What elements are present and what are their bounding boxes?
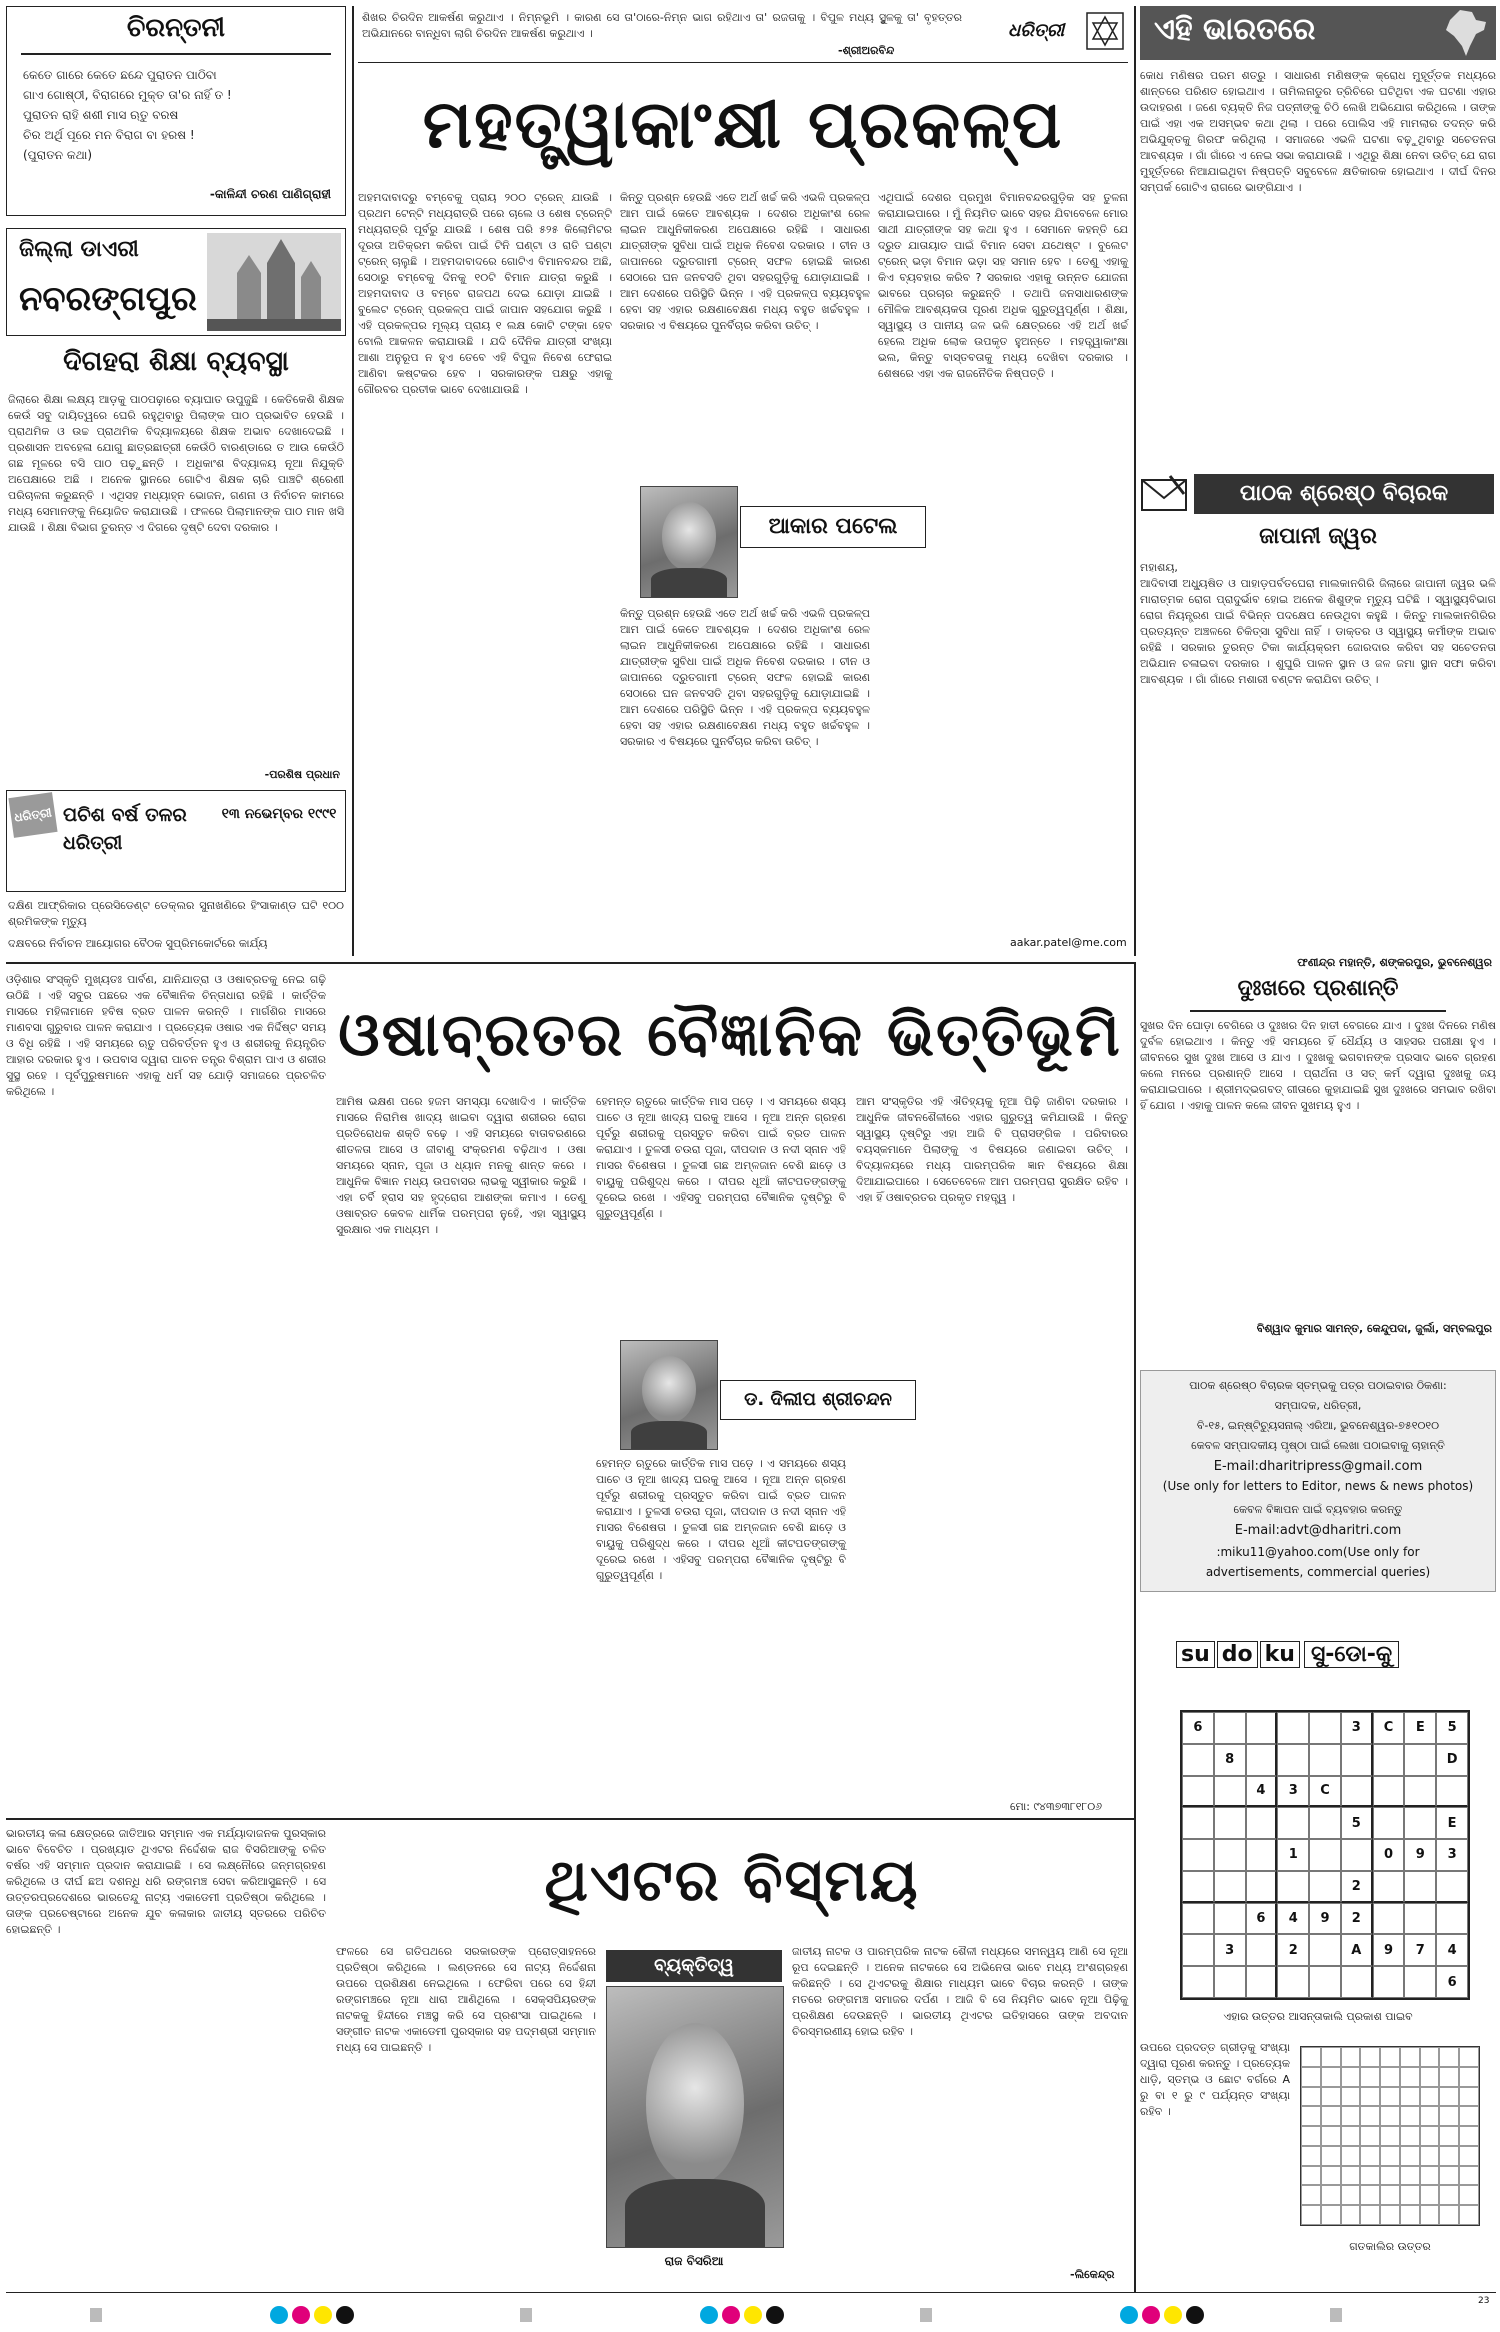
answer-cell bbox=[1301, 2047, 1321, 2067]
sudoku-cell[interactable] bbox=[1182, 1839, 1214, 1871]
bharat-logo bbox=[1140, 6, 1496, 60]
answer-cell bbox=[1360, 2087, 1380, 2107]
sudoku-cell[interactable] bbox=[1182, 1966, 1214, 1998]
sudoku-cell[interactable] bbox=[1309, 1839, 1341, 1871]
answer-cell bbox=[1301, 2106, 1321, 2126]
answer-cell bbox=[1459, 2146, 1479, 2166]
answer-cell bbox=[1301, 2205, 1321, 2225]
answer-cell bbox=[1420, 2067, 1440, 2087]
answer-cell bbox=[1360, 2205, 1380, 2225]
sudoku-cell[interactable] bbox=[1246, 1744, 1278, 1776]
answer-cell bbox=[1301, 2067, 1321, 2087]
sudoku-cell[interactable] bbox=[1341, 1744, 1373, 1776]
answer-cell bbox=[1420, 2106, 1440, 2126]
sudoku-cell[interactable] bbox=[1309, 1871, 1341, 1903]
district-headline: ଦିଗହରା ଶିକ୍ଷା ବ୍ୟବସ୍ଥା bbox=[63, 346, 289, 377]
contact-line-7: କେବଳ ବିଜ୍ଞାପନ ପାଇଁ ବ୍ୟବହାର କରନ୍ତୁ bbox=[1233, 1503, 1403, 1516]
sudoku-cell[interactable]: 4 bbox=[1436, 1934, 1468, 1966]
answer-cell bbox=[1321, 2047, 1341, 2067]
answer-cell bbox=[1360, 2185, 1380, 2205]
masthead-quote-author: -ଶ୍ରୀଅରବିନ୍ଦ bbox=[838, 44, 895, 57]
theatre-caption: ରାଜ ବିସରିଆ bbox=[664, 2254, 724, 2268]
pachisha-box bbox=[6, 790, 346, 892]
answer-cell bbox=[1439, 2047, 1459, 2067]
color-registration-black-3 bbox=[1186, 2306, 1204, 2324]
answer-cell bbox=[1439, 2166, 1459, 2186]
answer-cell bbox=[1459, 2205, 1479, 2225]
answer-cell bbox=[1360, 2126, 1380, 2146]
aakar-patel-name: ଆକାର ପଟେଲ bbox=[740, 506, 926, 548]
print-mark-4 bbox=[1330, 2308, 1342, 2322]
answer-cell bbox=[1380, 2087, 1400, 2107]
ambitious-col-3: ଏଥିପାଇଁ ଦେଶର ପ୍ରମୁଖ ବିମାନବନ୍ଦରଗୁଡ଼ିକ ସହ ତୁଳନା କରାଯାଇପାରେ । ମୁଁ ନିୟମିତ ଭାବେ ସହର ଯିବାବେଳେ ମୋର ସାଥୀ ଯାତ୍ରୀଙ୍କ ସହ କଥା ହୁଏ । ସେମାନେ କହନ୍ତି ଯେ ଦ୍ରୁତ ଯାତାୟାତ ପାଇଁ ବିମାନ ସେବା ଯଥେଷ୍ଟ । ବୁଲେଟ ଟ୍ରେନ୍ ଭଡ଼ା ବିମାନ ଭଡ଼ା ସହ ସମାନ ହେବ । ତେଣୁ ଏହାକୁ କିଏ ବ୍ୟବହାର କରିବ ? ସରକାର ଏହାକୁ ଉନ୍ନତ ଯୋଜନା ଭାବରେ ପ୍ରଚାର କରୁଛନ୍ତି । ତଥାପି ଜନସାଧାରଣଙ୍କ ମୌଳିକ ଆବଶ୍ୟକତା ପୂରଣ ଅଧିକ ଗୁରୁତ୍ୱପୂର୍ଣ୍ଣ । ଶିକ୍ଷା, ସ୍ୱାସ୍ଥ୍ୟ ଓ ପାନୀୟ ଜଳ ଭଳି କ୍ଷେତ୍ରରେ ଏହି ଅର୍ଥ ଖର୍ଚ୍ଚ ହେଲେ ଅଧିକ ଲୋକ ଉପକୃତ ହୁଅନ୍ତେ । ମହତ୍ତ୍ୱାକାଂକ୍ଷା ଭଲ, କିନ୍ତୁ ବାସ୍ତବତାକୁ ମଧ୍ୟ ଦେଖିବା ଦରକାର । ଶେଷରେ ଏହା ଏକ ରାଜନୈତିକ ନିଷ୍ପତ୍ତି । bbox=[878, 191, 1132, 380]
sudoku-cell[interactable]: A bbox=[1341, 1934, 1373, 1966]
usha-col-1: ଓଡ଼ିଶାର ସଂସ୍କୃତି ମୁଖ୍ୟତଃ ପାର୍ବଣ, ଯାନିଯାତ୍ରା ଓ ଓଷାବ୍ରତକୁ ନେଇ ଗଢ଼ି ଉଠିଛି । ଏହି ସବୁର ପଛରେ ଏକ ବୈଜ୍ଞାନିକ ଚିନ୍ତାଧାରା ରହିଛି । କାର୍ତ୍ତିକ ମାସରେ ମହିଳାମାନେ ହବିଷ ବ୍ରତ ପାଳନ କରନ୍ତି । ମାର୍ଗଶିର ମାସରେ ମାଣବସା ଗୁରୁବାର ପାଳନ କରାଯାଏ । ପ୍ରତ୍ୟେକ ଓଷାର ଏକ ନିର୍ଦ୍ଦିଷ୍ଟ ସମୟ ଓ ବିଧି ରହିଛି । ଏହି ସମୟରେ ଋତୁ ପରିବର୍ତ୍ତନ ହୁଏ ଓ ଶରୀରକୁ ନିୟନ୍ତ୍ରିତ ଆହାର ଦରକାର ହୁଏ । ଉପବାସ ଦ୍ୱାରା ପାଚନ ତନ୍ତ୍ର ବିଶ୍ରାମ ପାଏ ଓ ଶରୀର ସୁସ୍ଥ ରହେ । ପୂର୍ବପୁରୁଷମାନେ ଏହାକୁ ଧର୍ମ ସହ ଯୋଡ଼ି ସମାଜରେ ପ୍ରଚଳିତ କରିଥିଲେ । bbox=[6, 973, 330, 1098]
letter-1-body: ମହାଶୟ, ଆଦିବାସୀ ଅଧ୍ୟୁଷିତ ଓ ପାହାଡ଼ପର୍ବତଘେରା ମାଲକାନଗିରି ଜିଲାରେ ଜାପାନୀ ଜ୍ୱର ଭଳି ମାରାତ୍ମକ ରୋଗ ପ୍ରାଦୁର୍ଭାବ ହୋଇ ଅନେକ ଶିଶୁଙ୍କ ମୃତ୍ୟୁ ଘଟିଛି । ସ୍ୱାସ୍ଥ୍ୟବିଭାଗ ରୋଗ ନିୟନ୍ତ୍ରଣ ପାଇଁ ବିଭିନ୍ନ ପଦକ୍ଷେପ ନେଉଥିବା କହୁଛି । କିନ୍ତୁ ମାଲକାନଗିରିର ପ୍ରତ୍ୟନ୍ତ ଅଞ୍ଚଳରେ ଚିକିତ୍ସା ସୁବିଧା ନାହିଁ । ଡାକ୍ତର ଓ ସ୍ୱାସ୍ଥ୍ୟ କର୍ମୀଙ୍କ ଅଭାବ ରହିଛି । ସରକାର ତୁରନ୍ତ ଟିକା କାର୍ଯ୍ୟକ୍ରମ ଜୋରଦାର କରିବା ସହ ସଚେତନତା ଅଭିଯାନ ଚଳାଇବା ଦରକାର । ଶୁଘୁରି ପାଳନ ସ୍ଥାନ ଓ ଜଳ ଜମା ସ୍ଥାନ ସଫା କରିବା ଆବଶ୍ୟକ । ଗାଁ ଗାଁରେ ମଶାରୀ ବଣ୍ଟନ କରାଯିବା ଉଚିତ୍ । bbox=[1140, 561, 1496, 686]
answer-cell bbox=[1321, 2106, 1341, 2126]
sudoku-cell[interactable] bbox=[1309, 1712, 1341, 1744]
contact-box bbox=[1140, 1370, 1496, 1592]
letter-1-title: ଜାପାନୀ ଜ୍ୱର bbox=[1259, 524, 1377, 549]
answer-cell bbox=[1400, 2126, 1420, 2146]
sudoku-cell[interactable] bbox=[1373, 1776, 1405, 1808]
sudoku-cell[interactable] bbox=[1277, 1871, 1309, 1903]
sudoku-cell[interactable] bbox=[1182, 1807, 1214, 1839]
answer-cell bbox=[1380, 2067, 1400, 2087]
contact-email-advt[interactable]: E-mail:advt@dharitri.com bbox=[1234, 1523, 1402, 1538]
sudoku-cell[interactable] bbox=[1404, 1807, 1436, 1839]
answer-cell bbox=[1439, 2067, 1459, 2087]
answer-cell bbox=[1341, 2047, 1361, 2067]
sudoku-cell[interactable] bbox=[1182, 1744, 1214, 1776]
answer-cell bbox=[1301, 2126, 1321, 2146]
color-registration-black-2 bbox=[766, 2306, 784, 2324]
letter-2-signature: ବିଶ୍ୱାଦ କୁମାର ସାମନ୍ତ, କେନ୍ଦୁପଦା, ଜୁର୍ଲା, ସମ୍ବଲପୁର bbox=[1256, 1322, 1492, 1335]
print-mark-3 bbox=[920, 2308, 932, 2322]
sudoku-cell[interactable] bbox=[1309, 1807, 1341, 1839]
answer-cell bbox=[1341, 2185, 1361, 2205]
usha-col-4: ଆମ ସଂସ୍କୃତିର ଏହି ଐତିହ୍ୟକୁ ନୂଆ ପିଢ଼ି ଜାଣିବା ଦରକାର । ଆଧୁନିକ ଜୀବନଶୈଳୀରେ ଏହାର ଗୁରୁତ୍ୱ କମିଯାଉଛି । କିନ୍ତୁ ସ୍ୱାସ୍ଥ୍ୟ ଦୃଷ୍ଟିରୁ ଏହା ଆଜି ବି ପ୍ରାସଙ୍ଗିକ । ପରିବାରର ବୟସ୍କମାନେ ପିଲାଙ୍କୁ ଏ ବିଷୟରେ ଜଣାଇବା ଉଚିତ୍ । ବିଦ୍ୟାଳୟରେ ମଧ୍ୟ ପାରମ୍ପରିକ ଜ୍ଞାନ ବିଷୟରେ ଶିକ୍ଷା ଦିଆଯାଇପାରେ । ସେତେବେଳେ ଆମ ପରମ୍ପରା ସୁରକ୍ଷିତ ରହିବ । ଏହା ହିଁ ଓଷାବ୍ରତର ପ୍ରକୃତ ମହତ୍ତ୍ୱ । bbox=[856, 1095, 1132, 1204]
answer-cell bbox=[1341, 2126, 1361, 2146]
answer-cell bbox=[1459, 2047, 1479, 2067]
answer-cell bbox=[1439, 2185, 1459, 2205]
masthead-quote: ଶିଖର ଚିରଦିନ ଆକର୍ଷଣ କରୁଥାଏ । ନିମ୍ନଭୂମି । କାରଣ ସେ ତା'ଠାରେ-ନିମ୍ନ ଭାଗ ରହିଥାଏ ତା' ରଜତାକୁ । ବିପୁଳ ମଧ୍ୟ ସ୍ଥୁଳକୁ ତା' ବୃହତ୍ତର ଅଭିଯାନରେ ବାନ୍ଧିବା ଲାଗି ଚିରଦିନ ଆକର୍ଷଣ କରୁଥାଏ । bbox=[362, 11, 966, 40]
answer-cell bbox=[1360, 2146, 1380, 2166]
masthead-quote-box bbox=[358, 6, 1128, 63]
pachisha-item-2: ଦକ୍ଷବରେ ନିର୍ବାଚନ ଆୟୋଗର ବୈଠକ ସୁପ୍ରିମକୋର୍ଟରେ କାର୍ଯ୍ୟ bbox=[8, 937, 268, 950]
contact-email-yahoo[interactable]: :miku11@yahoo.com(Use only for bbox=[1216, 1545, 1420, 1559]
sudoku-cell[interactable]: 3 bbox=[1341, 1712, 1373, 1744]
sudoku-cell[interactable] bbox=[1246, 1934, 1278, 1966]
sudoku-cell[interactable] bbox=[1277, 1744, 1309, 1776]
sudoku-cell[interactable]: 5 bbox=[1436, 1712, 1468, 1744]
pathaka-banner bbox=[1140, 470, 1496, 518]
answer-cell bbox=[1439, 2205, 1459, 2225]
sudoku-cell[interactable]: 6 bbox=[1246, 1903, 1278, 1935]
answer-cell bbox=[1321, 2067, 1341, 2087]
answer-cell bbox=[1321, 2146, 1341, 2166]
answer-cell bbox=[1380, 2126, 1400, 2146]
theatre-headline: ଥିଏଟର ବିସ୍ମୟ bbox=[544, 1846, 920, 1914]
color-registration-magenta bbox=[292, 2306, 310, 2324]
answer-cell bbox=[1420, 2047, 1440, 2067]
answer-cell bbox=[1420, 2205, 1440, 2225]
answer-cell bbox=[1400, 2205, 1420, 2225]
usha-col-3b: ହେମନ୍ତ ଋତୁରେ କାର୍ତ୍ତିକ ମାସ ପଡ଼େ । ଏ ସମୟରେ ଶସ୍ୟ ପାଚେ ଓ ନୂଆ ଖାଦ୍ୟ ଘରକୁ ଆସେ । ନୂଆ ଅନ୍ନ ଗ୍ରହଣ ପୂର୍ବରୁ ଶରୀରକୁ ପ୍ରସ୍ତୁତ କରିବା ପାଇଁ ବ୍ରତ ପାଳନ କରାଯାଏ । ତୁଳସୀ ଚଉରା ପୂଜା, ଦୀପଦାନ ଓ ନଦୀ ସ୍ନାନ ଏହି ମାସର ବିଶେଷତା । ତୁଳସୀ ଗଛ ଅମ୍ଳଜାନ ବେଶି ଛାଡ଼େ ଓ ବାୟୁକୁ ପରିଶୁଦ୍ଧ କରେ । ଦୀପର ଧୂଆଁ କୀଟପତଙ୍ଗଙ୍କୁ ଦୂରେଇ ରଖେ । ଏହିସବୁ ପରମ୍ପରା ବୈଜ୍ଞାନିକ ଦୃଷ୍ଟିରୁ ବି ଗୁରୁତ୍ୱପୂର୍ଣ୍ଣ । bbox=[596, 1457, 850, 1582]
sudoku-cell[interactable] bbox=[1246, 1871, 1278, 1903]
sudoku-cell[interactable] bbox=[1341, 1966, 1373, 1998]
sudoku-cell[interactable] bbox=[1246, 1712, 1278, 1744]
sudoku-note: ଏହାର ଉତ୍ତର ଆସନ୍ତାକାଲି ପ୍ରକାଶ ପାଇବ bbox=[1223, 2010, 1413, 2023]
sudoku-cell[interactable]: 9 bbox=[1373, 1934, 1405, 1966]
answer-cell bbox=[1380, 2166, 1400, 2186]
district-diary-header bbox=[6, 228, 346, 336]
print-mark-1 bbox=[90, 2308, 102, 2322]
answer-cell bbox=[1439, 2146, 1459, 2166]
answer-cell bbox=[1380, 2047, 1400, 2067]
answer-cell bbox=[1301, 2166, 1321, 2186]
answer-cell bbox=[1400, 2047, 1420, 2067]
sudoku-answer-grid bbox=[1300, 2046, 1480, 2226]
answer-cell bbox=[1380, 2146, 1400, 2166]
temple-photo bbox=[207, 233, 341, 331]
contact-line-6: (Use only for letters to Editor, news & news photos) bbox=[1162, 1479, 1474, 1493]
sudoku-cell[interactable]: 3 bbox=[1214, 1934, 1246, 1966]
sudoku-cell[interactable]: 2 bbox=[1341, 1903, 1373, 1935]
usha-headline: ଓଷାବ୍ରତର ବୈଜ୍ଞାନିକ ଭିତ୍ତିଭୂମି bbox=[338, 1000, 1122, 1070]
sudoku-cell[interactable] bbox=[1182, 1903, 1214, 1935]
sudoku-cell[interactable] bbox=[1182, 1871, 1214, 1903]
color-registration-yellow-2 bbox=[744, 2306, 762, 2324]
sudoku-cell[interactable]: 2 bbox=[1277, 1934, 1309, 1966]
sudoku-cell[interactable] bbox=[1436, 1776, 1468, 1808]
answer-cell bbox=[1321, 2185, 1341, 2205]
sudoku-cell[interactable] bbox=[1277, 1807, 1309, 1839]
color-registration-cyan bbox=[270, 2306, 288, 2324]
answer-cell bbox=[1439, 2126, 1459, 2146]
answer-cell bbox=[1321, 2166, 1341, 2186]
answer-cell bbox=[1400, 2146, 1420, 2166]
sudoku-title-do: do bbox=[1217, 1641, 1258, 1668]
sudoku-grid[interactable] bbox=[1180, 1710, 1470, 2000]
sudoku-cell[interactable] bbox=[1246, 1839, 1278, 1871]
chirantani-box bbox=[6, 6, 346, 216]
sudoku-cell[interactable]: 4 bbox=[1277, 1903, 1309, 1935]
letter-2-title: ଦୁଃଖରେ ପ୍ରଶାନ୍ତି bbox=[1237, 976, 1399, 1001]
sudoku-cell[interactable] bbox=[1373, 1903, 1405, 1935]
answer-cell bbox=[1459, 2166, 1479, 2186]
theatre-col-3: ଜାତୀୟ ନାଟକ ଓ ପାରମ୍ପରିକ ନାଟକ ଶୈଳୀ ମଧ୍ୟରେ ସମନ୍ୱୟ ଆଣି ସେ ନୂଆ ରୂପ ଦେଇଛନ୍ତି । ଅନେକ ନାଟକରେ ସେ ଅଭିନେତା ଭାବେ ମଧ୍ୟ ଅଂଶଗ୍ରହଣ କରିଛନ୍ତି । ସେ ଥିଏଟରକୁ ଶିକ୍ଷାର ମାଧ୍ୟମ ଭାବେ ବିଚାର କରନ୍ତି । ତାଙ୍କ ମତରେ ରଙ୍ଗମଞ୍ଚ ସମାଜର ଦର୍ପଣ । ଆଜି ବି ସେ ନିୟମିତ ଭାବେ ନୂଆ ପିଢ଼ିକୁ ପ୍ରଶିକ୍ଷଣ ଦେଉଛନ୍ତି । ଭାରତୀୟ ଥିଏଟର ଇତିହାସରେ ତାଙ୍କ ଅବଦାନ ଚିରସ୍ମରଣୀୟ ହୋଇ ରହିବ । bbox=[792, 1945, 1132, 2038]
pathaka-banner-text: ପାଠକ ଶ୍ରେଷ୍ଠ ବିଚାରକ bbox=[1194, 474, 1494, 514]
contact-line-3: ବି-୧୫, ଇନ୍‌ଷ୍ଟିଚ୍ୟୁସନାଲ୍ ଏରିଆ, ଭୁବନେଶ୍ୱର-୭୫୧୦୧୦ bbox=[1196, 1419, 1440, 1432]
answer-cell bbox=[1400, 2185, 1420, 2205]
color-registration-magenta-3 bbox=[1142, 2306, 1160, 2324]
sudoku-cell[interactable] bbox=[1214, 1871, 1246, 1903]
contact-line-10: advertisements, commercial queries) bbox=[1205, 1565, 1431, 1579]
answer-cell bbox=[1439, 2087, 1459, 2107]
sudoku-cell[interactable] bbox=[1277, 1712, 1309, 1744]
district-author: -ପରଶିଷ ପ୍ରଧାନ bbox=[264, 768, 340, 781]
chirantani-author: -କାଳିନ୍ଦୀ ଚରଣ ପାଣିଗ୍ରାହୀ bbox=[209, 187, 331, 201]
chirantani-poem: କେତେ ଗାରେ କେତେ ଛନ୍ଦେ ପୁରାତନ ପାଠିବା ଗାଏ ଗୋଷ୍ଠୀ, ବିରାଗରେ ମୁକ୍ତ ତା'ର ନାହିଁ ତ ! ପୁରାତନ ରାହି ଶଶୀ ମାସ ଋତୁ ବରଷ ଚିର ଅର୍ଥି ପୂରେ ମନ ବିରାଗ ବା ହରଷ ! (ପୁରାତନ କଥା) bbox=[23, 68, 232, 162]
answer-cell bbox=[1400, 2166, 1420, 2186]
ambitious-email: aakar.patel@me.com bbox=[1010, 936, 1127, 949]
color-registration-black bbox=[336, 2306, 354, 2324]
color-registration-magenta-2 bbox=[722, 2306, 740, 2324]
answer-cell bbox=[1341, 2087, 1361, 2107]
answer-cell bbox=[1420, 2146, 1440, 2166]
sudoku-cell[interactable] bbox=[1214, 1712, 1246, 1744]
sudoku-cell[interactable] bbox=[1246, 1966, 1278, 1998]
answer-cell bbox=[1360, 2047, 1380, 2067]
raj-bisaria-photo bbox=[606, 1986, 784, 2248]
pachisha-label: ପଚିଶ ବର୍ଷ ତଳର ଧରିତ୍ରୀ bbox=[63, 804, 187, 854]
usha-col-3: ହେମନ୍ତ ଋତୁରେ କାର୍ତ୍ତିକ ମାସ ପଡ଼େ । ଏ ସମୟରେ ଶସ୍ୟ ପାଚେ ଓ ନୂଆ ଖାଦ୍ୟ ଘରକୁ ଆସେ । ନୂଆ ଅନ୍ନ ଗ୍ରହଣ ପୂର୍ବରୁ ଶରୀରକୁ ପ୍ରସ୍ତୁତ କରିବା ପାଇଁ ବ୍ରତ ପାଳନ କରାଯାଏ । ତୁଳସୀ ଚଉରା ପୂଜା, ଦୀପଦାନ ଓ ନଦୀ ସ୍ନାନ ଏହି ମାସର ବିଶେଷତା । ତୁଳସୀ ଗଛ ଅମ୍ଳଜାନ ବେଶି ଛାଡ଼େ ଓ ବାୟୁକୁ ପରିଶୁଦ୍ଧ କରେ । ଦୀପର ଧୂଆଁ କୀଟପତଙ୍ଗଙ୍କୁ ଦୂରେଇ ରଖେ । ଏହିସବୁ ପରମ୍ପରା ବୈଜ୍ଞାନିକ ଦୃଷ୍ଟିରୁ ବି ଗୁରୁତ୍ୱପୂର୍ଣ୍ଣ । bbox=[596, 1095, 850, 1220]
sudoku-cell[interactable] bbox=[1404, 1871, 1436, 1903]
sudoku-cell[interactable] bbox=[1404, 1966, 1436, 1998]
answer-cell bbox=[1459, 2067, 1479, 2087]
theatre-author: -ଲିକେନ୍ଦ୍ର bbox=[1070, 2268, 1115, 2281]
sudoku-title-ku: ku bbox=[1260, 1641, 1300, 1668]
answer-cell bbox=[1321, 2205, 1341, 2225]
sudoku-cell[interactable]: C bbox=[1373, 1712, 1405, 1744]
sudoku-cell[interactable] bbox=[1404, 1776, 1436, 1808]
sudoku-cell[interactable]: 1 bbox=[1277, 1839, 1309, 1871]
sudoku-cell[interactable] bbox=[1373, 1744, 1405, 1776]
answer-cell bbox=[1321, 2087, 1341, 2107]
color-registration-cyan-2 bbox=[700, 2306, 718, 2324]
answer-cell bbox=[1341, 2067, 1361, 2087]
answer-cell bbox=[1341, 2205, 1361, 2225]
sudoku-cell[interactable] bbox=[1182, 1934, 1214, 1966]
letter-1-signature: ଫଣୀନ୍ଦ୍ର ମହାନ୍ତି, ଶଙ୍କରପୁର, ଭୁବନେଶ୍ୱର bbox=[1297, 956, 1492, 969]
sudoku-cell[interactable] bbox=[1214, 1966, 1246, 1998]
sudoku-cell[interactable]: 7 bbox=[1404, 1934, 1436, 1966]
chirantani-title: ଚିରନ୍ତନୀ bbox=[126, 13, 226, 43]
sudoku-cell[interactable]: D bbox=[1436, 1744, 1468, 1776]
sudoku-title-su: su bbox=[1176, 1641, 1215, 1668]
answer-cell bbox=[1301, 2146, 1321, 2166]
bharat-body: କୋଧ ମଣିଷର ପରମ ଶତ୍ରୁ । ସାଧାରଣ ମଣିଷଙ୍କ କ୍ରୋଧ ମୁହୂର୍ତ୍ତକ ମଧ୍ୟରେ ଶାନ୍ତରେ ପରିଣତ ହୋଇଥାଏ । ତାମିଲନାଡୁର ତ୍ରିଚିରେ ଘଟିଥିବା ଏକ ଘଟଣା ଏହାର ଉଦାହରଣ । ଜଣେ ବ୍ୟକ୍ତି ନିଜ ପତ୍ନୀଙ୍କୁ ଚିଠି ଲେଖି ଅଭିଯୋଗ କରିଥିଲେ । ତାଙ୍କ ପାଇଁ ଏହା ଏକ ଅସମ୍ଭବ କଥା ଥିଲା । ପରେ ପୋଲିସ ଏହି ମାମଲାର ତଦନ୍ତ କରି ଅଭିଯୁକ୍ତକୁ ଗିରଫ କରିଥିଲା । ସମାଜରେ ଏଭଳି ଘଟଣା ବଢ଼ୁଥିବାରୁ ସଚେତନତା ଆବଶ୍ୟକ । ଗାଁ ଗାଁରେ ଏ ନେଇ ସଭା କରାଯାଉଛି । ଏଥିରୁ ଶିକ୍ଷା ନେବା ଉଚିତ୍ ଯେ ରାଗ ମୁହୂର୍ତ୍ତରେ ନିଆଯାଇଥିବା ନିଷ୍ପତ୍ତି ସବୁବେଳେ କ୍ଷତିକାରକ ହୋଇଥାଏ । ଦୀର୍ଘ ଦିନର ସମ୍ପର୍କ ଗୋଟିଏ ରାଗରେ ଭାଙ୍ଗିଯାଏ । bbox=[1140, 69, 1500, 194]
answer-cell bbox=[1360, 2166, 1380, 2186]
contact-email-editor[interactable]: E-mail:dharitripress@gmail.com bbox=[1213, 1459, 1423, 1474]
answer-cell bbox=[1400, 2067, 1420, 2087]
theatre-col-1: ଭାରତୀୟ କଳା କ୍ଷେତ୍ରରେ ଜାତିଆର ସମ୍ମାନ ଏକ ମର୍ଯ୍ୟାଦାଜନକ ପୁରସ୍କାର ଭାବେ ବିବେଚିତ । ପ୍ରଖ୍ୟାତ ଥିଏଟର ନିର୍ଦ୍ଦେଶକ ରାଜ ବିସରିଆଙ୍କୁ ଚଳିତ ବର୍ଷର ଏହି ସମ୍ମାନ ପ୍ରଦାନ କରାଯାଇଛି । ସେ ଲକ୍ଷ୍ନୌରେ ଜନ୍ମଗ୍ରହଣ କରିଥିଲେ ଓ ଦୀର୍ଘ ଛଅ ଦଶନ୍ଧି ଧରି ରଙ୍ଗମଞ୍ଚ ସେବା କରିଆସୁଛନ୍ତି । ସେ ଉତ୍ତରପ୍ରଦେଶରେ ଭାରତେନ୍ଦୁ ନାଟ୍ୟ ଏକାଡେମୀ ପ୍ରତିଷ୍ଠା କରିଥିଲେ । ତାଙ୍କ ପ୍ରଚେଷ୍ଟାରେ ଅନେକ ଯୁବ କଳାକାର ଜାତୀୟ ସ୍ତରରେ ପରିଚିତ ହୋଇଛନ୍ତି । bbox=[6, 1827, 330, 1936]
sudoku-cell[interactable] bbox=[1309, 1934, 1341, 1966]
sudoku-cell[interactable] bbox=[1214, 1839, 1246, 1871]
contact-line-1: ପାଠକ ଶ୍ରେଷ୍ଠ ବିଚାରକ ସ୍ତମ୍ଭକୁ ପତ୍ର ପଠାଇବାର ଠିକଣା: bbox=[1189, 1379, 1447, 1392]
sudoku-cell[interactable]: 3 bbox=[1436, 1839, 1468, 1871]
color-registration-cyan-3 bbox=[1120, 2306, 1138, 2324]
sudoku-cell[interactable]: 5 bbox=[1341, 1807, 1373, 1839]
sudoku-cell[interactable]: 0 bbox=[1373, 1839, 1405, 1871]
bharat-logo-text: ଏହି ଭାରତରେ bbox=[1154, 12, 1316, 47]
sudoku-cell[interactable]: E bbox=[1436, 1807, 1468, 1839]
masthead-brand: ଧରିତ୍ରୀ bbox=[1008, 20, 1065, 41]
sudoku-cell[interactable]: 9 bbox=[1404, 1839, 1436, 1871]
answer-cell bbox=[1459, 2185, 1479, 2205]
answer-cell bbox=[1420, 2087, 1440, 2107]
theatre-col-2: ଫଳରେ ସେ ଗତିପଥରେ ସରକାରଙ୍କ ପ୍ରୋତ୍ସାହନରେ ପ୍ରତିଷ୍ଠା କରିଥିଲେ । ଲଣ୍ଡନରେ ସେ ନାଟ୍ୟ ନିର୍ଦ୍ଦେଶନା ଉପରେ ପ୍ରଶିକ୍ଷଣ ନେଇଥିଲେ । ଫେରିବା ପରେ ସେ ହିନ୍ଦୀ ରଙ୍ଗମଞ୍ଚରେ ନୂଆ ଧାରା ଆଣିଥିଲେ । ସେକ୍ସପିୟରଙ୍କ ନାଟକକୁ ହିନ୍ଦୀରେ ମଞ୍ଚସ୍ଥ କରି ସେ ପ୍ରଶଂସା ପାଇଥିଲେ । ସଙ୍ଗୀତ ନାଟକ ଏକାଡେମୀ ପୁରସ୍କାର ସହ ପଦ୍ମଶ୍ରୀ ସମ୍ମାନ ମଧ୍ୟ ସେ ପାଇଛନ୍ତି । bbox=[336, 1945, 600, 2054]
sudoku-cell[interactable] bbox=[1214, 1903, 1246, 1935]
contact-line-2: ସମ୍ପାଦକ, ଧରିତ୍ରୀ, bbox=[1274, 1399, 1362, 1412]
pachisha-item-1: ଦକ୍ଷିଣ ଆଫ୍ରିକାର ପ୍ରେସିଡେଣ୍ଟ ଡେକ୍ଲର ସୁନାଖଣିରେ ହିଂସାକାଣ୍ଡ ଘଟି ୧୦୦ ଶ୍ରମିକଙ୍କ ମୃତ୍ୟୁ bbox=[8, 899, 348, 928]
ambitious-headline: ମହତ୍ତ୍ୱାକାଂକ୍ଷୀ ପ୍ରକଳ୍ପ bbox=[422, 86, 1064, 163]
letter-2-body: ସୁଖର ଦିନ ଘୋଡ଼ା ବେଗିରେ ଓ ଦୁଃଖର ଦିନ ହାତୀ ବେଗରେ ଯାଏ । ଦୁଃଖ ଦିନରେ ମଣିଷ ଦୁର୍ବଳ ହୋଇଥାଏ । କିନ୍ତୁ ଏହି ସମୟରେ ହିଁ ଧୈର୍ଯ୍ୟ ଓ ସାହସର ପରୀକ୍ଷା ହୁଏ । ଜୀବନରେ ସୁଖ ଦୁଃଖ ଆସେ ଓ ଯାଏ । ଦୁଃଖକୁ ଭଗବାନଙ୍କ ପ୍ରସାଦ ଭାବେ ଗ୍ରହଣ କଲେ ମନରେ ପ୍ରଶାନ୍ତି ଆସେ । ପ୍ରାର୍ଥନା ଓ ସତ୍ କର୍ମ ଦ୍ୱାରା ଦୁଃଖକୁ ଜୟ କରାଯାଇପାରେ । ଶ୍ରୀମଦ୍ଭଗବତ୍ ଗୀତାରେ କୁହାଯାଇଛି ସୁଖ ଦୁଃଖରେ ସମଭାବ ରଖିବା ହିଁ ଯୋଗ । ଏହାକୁ ପାଳନ କଲେ ଜୀବନ ସୁଖମୟ ହୁଏ । bbox=[1140, 1019, 1500, 1112]
ambitious-col-1: ଅହମଦାବାଦରୁ ବମ୍ବେକୁ ପ୍ରାୟ ୨୦୦ ଟ୍ରେନ୍ ଯାଉଛି । ପ୍ରଥମ ଟେନ୍ଟି ମଧ୍ୟରାତ୍ରି ପରେ ଚାଲେ ଓ ଶେଷ ଟ୍ରେନ୍ଟି ମଧ୍ୟରାତ୍ରି ପୂର୍ବରୁ ଯାଉଛି । ଶେଷ ପରି ୫୨୫ କିଲୋମିଟର ଦୂରତା ଅତିକ୍ରମ କରିବା ପାଇଁ ଟିନି ଘଣ୍ଟା ଓ ରାତି ଘଣ୍ଟା ଟ୍ରେନ୍ ଚାଲୁଛି । ଅହମଦାବାଦରେ ଗୋଟିଏ ବିମାନବନ୍ଦର ଅଛି, ସେଠାରୁ ବମ୍ବେକୁ ଦିନକୁ ୧୦ଟି ବିମାନ ଯାତ୍ରା କରୁଛି । ଅହମଦାବାଦ ଓ ବମ୍ବେ ରାଜପଥ ଦେଇ ଯୋଡ଼ା ଯାଇଛି । ବୁଲେଟ ଟ୍ରେନ୍ ପ୍ରକଳ୍ପ ପାଇଁ ଜାପାନ ସହଯୋଗ କରୁଛି । ଏହି ପ୍ରକଳ୍ପର ମୂଲ୍ୟ ପ୍ରାୟ ୧ ଲକ୍ଷ କୋଟି ଟଙ୍କା ହେବ ବୋଲି ଆକଳନ କରାଯାଉଛି । ଯଦି ଦୈନିକ ଯାତ୍ରୀ ସଂଖ୍ୟା ଆଶା ଅନୁରୂପ ନ ହୁଏ ତେବେ ଏହି ବିପୁଳ ନିବେଶ ଫେରାଇ ଆଣିବା କଷ୍ଟକର ହେବ । ସରକାରଙ୍କ ପକ୍ଷରୁ ଏହାକୁ ଗୌରବର ପ୍ରତୀକ ଭାବେ ଦେଖାଯାଉଛି । bbox=[358, 191, 616, 396]
ambitious-col-2b: କିନ୍ତୁ ପ୍ରଶ୍ନ ହେଉଛି ଏତେ ଅର୍ଥ ଖର୍ଚ୍ଚ କରି ଏଭଳି ପ୍ରକଳ୍ପ ଆମ ପାଇଁ କେତେ ଆବଶ୍ୟକ । ଦେଶର ଅଧିକାଂଶ ରେଳ ଲାଇନ ଆଧୁନିକୀକରଣ ଅପେକ୍ଷାରେ ରହିଛି । ସାଧାରଣ ଯାତ୍ରୀଙ୍କ ସୁବିଧା ପାଇଁ ଅଧିକ ନିବେଶ ଦରକାର । ଚୀନ ଓ ଜାପାନରେ ଦ୍ରୁତଗାମୀ ଟ୍ରେନ୍ ସଫଳ ହୋଇଛି କାରଣ ସେଠାରେ ଘନ ଜନବସତି ଥିବା ସହରଗୁଡ଼ିକୁ ଯୋଡ଼ାଯାଇଛି । ଆମ ଦେଶରେ ପରିସ୍ଥିତି ଭିନ୍ନ । ଏହି ପ୍ରକଳ୍ପ ବ୍ୟୟବହୁଳ ହେବା ସହ ଏହାର ରକ୍ଷଣାବେକ୍ଷଣ ମଧ୍ୟ ବହୁତ ଖର୍ଚ୍ଚବହୁଳ । ସରକାର ଏ ବିଷୟରେ ପୁନର୍ବିଚାର କରିବା ଉଚିତ୍ । bbox=[620, 607, 874, 748]
sudoku-cell[interactable] bbox=[1404, 1903, 1436, 1935]
sudoku-cell[interactable]: 6 bbox=[1182, 1712, 1214, 1744]
aakar-patel-photo bbox=[640, 486, 738, 598]
answer-cell bbox=[1380, 2106, 1400, 2126]
answer-cell bbox=[1420, 2185, 1440, 2205]
pachisha-date: ୧୩ ନଭେମ୍ବର ୧୯୯୧ bbox=[221, 806, 337, 822]
sudoku-cell[interactable] bbox=[1309, 1744, 1341, 1776]
answer-cell bbox=[1321, 2126, 1341, 2146]
answer-cell bbox=[1301, 2185, 1321, 2205]
sudoku-title-odia: ସୁ-ଡୋ-କୁ bbox=[1304, 1641, 1399, 1668]
usha-col-2: ଆମିଷ ଭକ୍ଷଣ ପରେ ହଜମ ସମସ୍ୟା ଦେଖାଦିଏ । କାର୍ତ୍ତିକ ମାସରେ ନିରାମିଷ ଖାଦ୍ୟ ଖାଇବା ଦ୍ୱାରା ଶରୀରର ରୋଗ ପ୍ରତିରୋଧକ ଶକ୍ତି ବଢ଼େ । ଏହି ସମୟରେ ବାତାବରଣରେ ଶୀତଳତା ଆସେ ଓ ଜୀବାଣୁ ସଂକ୍ରମଣ ବଢ଼ିଥାଏ । ଓଷା ସମୟରେ ସ୍ନାନ, ପୂଜା ଓ ଧ୍ୟାନ ମନକୁ ଶାନ୍ତ କରେ । ଆଧୁନିକ ବିଜ୍ଞାନ ମଧ୍ୟ ଉପବାସର ଲାଭକୁ ସ୍ୱୀକାର କରୁଛି । ଏହା ଚର୍ବି ହ୍ରାସ ସହ ହୃଦ୍‌ରୋଗ ଆଶଙ୍କା କମାଏ । ତେଣୁ ଓଷାବ୍ରତ କେବଳ ଧାର୍ମିକ ପରମ୍ପରା ନୁହେଁ, ଏହା ସ୍ୱାସ୍ଥ୍ୟ ସୁରକ୍ଷାର ଏକ ମାଧ୍ୟମ । bbox=[336, 1095, 590, 1236]
ambitious-col-2: କିନ୍ତୁ ପ୍ରଶ୍ନ ହେଉଛି ଏତେ ଅର୍ଥ ଖର୍ଚ୍ଚ କରି ଏଭଳି ପ୍ରକଳ୍ପ ଆମ ପାଇଁ କେତେ ଆବଶ୍ୟକ । ଦେଶର ଅଧିକାଂଶ ରେଳ ଲାଇନ ଆଧୁନିକୀକରଣ ଅପେକ୍ଷାରେ ରହିଛି । ସାଧାରଣ ଯାତ୍ରୀଙ୍କ ସୁବିଧା ପାଇଁ ଅଧିକ ନିବେଶ ଦରକାର । ଚୀନ ଓ ଜାପାନରେ ଦ୍ରୁତଗାମୀ ଟ୍ରେନ୍ ସଫଳ ହୋଇଛି କାରଣ ସେଠାରେ ଘନ ଜନବସତି ଥିବା ସହରଗୁଡ଼ିକୁ ଯୋଡ଼ାଯାଇଛି । ଆମ ଦେଶରେ ପରିସ୍ଥିତି ଭିନ୍ନ । ଏହି ପ୍ରକଳ୍ପ ବ୍ୟୟବହୁଳ ହେବା ସହ ଏହାର ରକ୍ଷଣାବେକ୍ଷଣ ମଧ୍ୟ ବହୁତ ଖର୍ଚ୍ଚବହୁଳ । ସରକାର ଏ ବିଷୟରେ ପୁନର୍ବିଚାର କରିବା ଉଚିତ୍ । bbox=[620, 191, 874, 332]
sudoku-cell[interactable] bbox=[1341, 1839, 1373, 1871]
contact-line-4: କେବଳ ସମ୍ପାଦକୀୟ ପୃଷ୍ଠା ପାଇଁ ଲେଖା ପଠାଇବାକୁ ଚାହାନ୍ତି bbox=[1191, 1439, 1445, 1452]
sudoku-title bbox=[1176, 1636, 1399, 1672]
sudoku-cell[interactable] bbox=[1373, 1966, 1405, 1998]
sudoku-cell[interactable]: 6 bbox=[1436, 1966, 1468, 1998]
sudoku-cell[interactable]: 9 bbox=[1309, 1903, 1341, 1935]
sudoku-cell[interactable]: C bbox=[1309, 1776, 1341, 1808]
answer-cell bbox=[1360, 2106, 1380, 2126]
sudoku-cell[interactable]: 3 bbox=[1277, 1776, 1309, 1808]
answer-cell bbox=[1341, 2146, 1361, 2166]
theatre-tag: ବ୍ୟକ୍ତିତ୍ୱ bbox=[606, 1950, 782, 1982]
answer-cell bbox=[1341, 2166, 1361, 2186]
sudoku-cell[interactable] bbox=[1277, 1966, 1309, 1998]
answer-cell bbox=[1459, 2106, 1479, 2126]
sudoku-cell[interactable] bbox=[1309, 1966, 1341, 1998]
answer-cell bbox=[1400, 2087, 1420, 2107]
sudoku-cell[interactable]: 4 bbox=[1246, 1776, 1278, 1808]
answer-cell bbox=[1341, 2106, 1361, 2126]
dharitri-mini-logo: ଧରିତ୍ରୀ bbox=[8, 792, 57, 838]
answer-cell bbox=[1459, 2087, 1479, 2107]
answer-cell bbox=[1439, 2106, 1459, 2126]
sudoku-cell[interactable] bbox=[1214, 1807, 1246, 1839]
sudoku-cell[interactable]: 2 bbox=[1341, 1871, 1373, 1903]
envelope-icon bbox=[1140, 474, 1188, 514]
sudoku-cell[interactable] bbox=[1341, 1776, 1373, 1808]
sudoku-cell[interactable] bbox=[1182, 1776, 1214, 1808]
answer-cell bbox=[1420, 2126, 1440, 2146]
sudoku-cell[interactable] bbox=[1373, 1807, 1405, 1839]
sudoku-cell[interactable] bbox=[1404, 1744, 1436, 1776]
answer-cell bbox=[1420, 2166, 1440, 2186]
sudoku-cell[interactable] bbox=[1246, 1807, 1278, 1839]
sudoku-cell[interactable] bbox=[1373, 1871, 1405, 1903]
answer-cell bbox=[1459, 2126, 1479, 2146]
district-diary-label: ଜିଲ୍ଲା ଡାଏରୀ bbox=[19, 237, 139, 262]
sudoku-cell[interactable]: 8 bbox=[1214, 1744, 1246, 1776]
sudoku-cell[interactable] bbox=[1436, 1903, 1468, 1935]
district-body: ଜିଲାରେ ଶିକ୍ଷା ଲକ୍ଷ୍ୟ ଆଡ଼କୁ ପାଠପଢ଼ାରେ ବ୍ୟାଘାତ ଉପୁଜୁଛି । କେତିକେଶି ଶିକ୍ଷକ କେଉଁ ସବୁ ଦାୟିତ୍ୱରେ ଘେରି ରହୁଥିବାରୁ ପିଲାଙ୍କ ପାଠ ପ୍ରଭାବିତ ହେଉଛି । ପ୍ରାଥମିକ ଓ ଉଚ୍ଚ ପ୍ରାଥମିକ ବିଦ୍ୟାଳୟରେ ଶିକ୍ଷକ ଅଭାବ ଦେଖାଦେଇଛି । ପ୍ରଶାସନ ଅବହେଳା ଯୋଗୁ ଛାତ୍ରଛାତ୍ରୀ କେଉଁଠି ବାରଣ୍ଡାରେ ତ ଆଉ କେଉଁଠି ଗଛ ମୂଳରେ ବସି ପାଠ ପଢ଼ୁଛନ୍ତି । ଅଧିକାଂଶ ବିଦ୍ୟାଳୟ ନୂଆ ନିଯୁକ୍ତି ଅପେକ୍ଷାରେ ଅଛି । ଅନେକ ସ୍ଥାନରେ ଗୋଟିଏ ଶିକ୍ଷକ ଚାରି ପାଞ୍ଚଟି ଶ୍ରେଣୀ ପରିଚାଳନା କରୁଛନ୍ତି । ଏଥିସହ ମଧ୍ୟାହ୍ନ ଭୋଜନ, ଗଣନା ଓ ନିର୍ବାଚନ କାମରେ ମଧ୍ୟ ସେମାନଙ୍କୁ ନିୟୋଜିତ କରାଯାଉଛି । ଫଳରେ ପିଲାମାନଙ୍କ ପାଠ ମାନ ଖସି ଯାଉଛି । ଶିକ୍ଷା ବିଭାଗ ତୁରନ୍ତ ଏ ଦିଗରେ ଦୃଷ୍ଟି ଦେବା ଦରକାର । bbox=[8, 393, 348, 534]
dilip-srichandan-photo bbox=[620, 1340, 718, 1450]
print-mark-2 bbox=[520, 2308, 532, 2322]
district-name: ନବରଙ୍ଗପୁର bbox=[19, 279, 197, 319]
sudoku-cell[interactable]: E bbox=[1404, 1712, 1436, 1744]
india-map-icon bbox=[1440, 8, 1492, 58]
sudoku-answer-label: ଗତକାଲିର ଉତ୍ତର bbox=[1349, 2240, 1431, 2253]
star-emblem-icon bbox=[1086, 12, 1124, 50]
dilip-srichandan-name: ଡ. ଦିଲୀପ ଶ୍ରୀଚନ୍ଦନ bbox=[720, 1380, 916, 1420]
answer-cell bbox=[1380, 2205, 1400, 2225]
sudoku-help: ଉପରେ ପ୍ରଦତ୍ତ ଗ୍ରୀଡ଼କୁ ସଂଖ୍ୟା ଦ୍ୱାରା ପୂରଣ କରନ୍ତୁ । ପ୍ରତ୍ୟେକ ଧାଡ଼ି, ସ୍ତମ୍ଭ ଓ ଛୋଟ ବର୍ଗରେ A ରୁ ବା ୧ ରୁ ୯ ପର୍ଯ୍ୟନ୍ତ ସଂଖ୍ୟା ରହିବ । bbox=[1140, 2041, 1294, 2118]
answer-cell bbox=[1360, 2067, 1380, 2087]
answer-cell bbox=[1301, 2087, 1321, 2107]
sudoku-cell[interactable] bbox=[1436, 1871, 1468, 1903]
answer-cell bbox=[1400, 2106, 1420, 2126]
answer-cell bbox=[1380, 2185, 1400, 2205]
usha-footer: ମୋ: ୯୪୩୭୩୮୧୮୦୬ bbox=[1010, 1800, 1103, 1813]
page-number: 23 bbox=[1478, 2296, 1490, 2306]
color-registration-yellow-3 bbox=[1164, 2306, 1182, 2324]
sudoku-cell[interactable] bbox=[1214, 1776, 1246, 1808]
color-registration-yellow bbox=[314, 2306, 332, 2324]
